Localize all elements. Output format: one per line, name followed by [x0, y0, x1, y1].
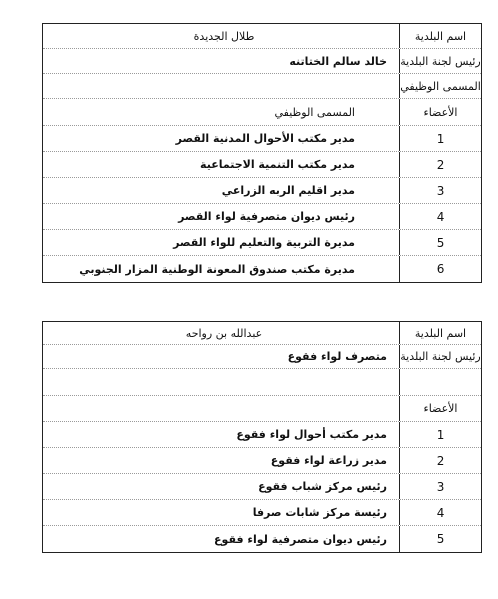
- chair-label: رئيس لجنة البلدية: [399, 345, 481, 368]
- municipality-label: اسم البلدية: [399, 322, 481, 344]
- member-row: [43, 422, 481, 448]
- members-label: الأعضاء: [399, 99, 481, 125]
- member-row: [43, 474, 481, 500]
- member-row: [43, 526, 481, 552]
- member-number: 5: [399, 526, 481, 552]
- member-title: مدير مكتب أحوال لواء فقوع: [236, 428, 387, 441]
- empty-label: [399, 369, 481, 395]
- member-title: مديرة مكتب صندوق المعونة الوطنية المزار الجنوبي: [79, 262, 355, 276]
- chair-value: خالد سالم الختاتنه: [289, 54, 387, 68]
- members-header: المسمى الوظيفي: [274, 105, 355, 119]
- members-header-row: [43, 99, 481, 126]
- member-number: 4: [399, 500, 481, 525]
- member-row: [43, 204, 481, 230]
- member-row: [43, 448, 481, 474]
- member-title: رئيس ديوان متصرفية لواء القصر: [178, 210, 355, 223]
- member-number: 4: [399, 204, 481, 229]
- municipality-row: [43, 24, 481, 49]
- member-title: مدير زراعة لواء فقوع: [270, 454, 387, 467]
- member-title: مدير مكتب التنمية الاجتماعية: [200, 158, 355, 171]
- member-row: [43, 178, 481, 204]
- members-header: [43, 396, 399, 421]
- job-title-label: المسمى الوظيفي: [399, 74, 481, 98]
- member-row: [43, 500, 481, 526]
- member-title: مديرة التربية والتعليم للواء القصر: [173, 236, 355, 249]
- member-row: [43, 152, 481, 178]
- municipality-value: طلال الجديدة: [193, 29, 255, 43]
- municipality-table-2: [42, 321, 482, 553]
- municipality-label: اسم البلدية: [399, 24, 481, 48]
- members-header-row: [43, 396, 481, 422]
- municipality-value: عبدالله بن رواحه: [185, 326, 263, 340]
- chair-label: رئيس لجنة البلدية: [399, 49, 481, 73]
- member-title: رئيس مركز شباب فقوع: [258, 480, 387, 493]
- empty-row: [43, 369, 481, 396]
- member-number: 3: [399, 474, 481, 499]
- municipality-table-1: [42, 23, 482, 283]
- job-title-value: [43, 74, 399, 98]
- chair-value: متصرف لواء فقوع: [287, 350, 387, 363]
- member-row: [43, 256, 481, 282]
- member-number: 1: [399, 126, 481, 151]
- member-number: 1: [399, 422, 481, 447]
- member-title: مدير اقليم الربه الزراعي: [221, 184, 355, 197]
- chair-row: [43, 345, 481, 369]
- member-number: 2: [399, 448, 481, 473]
- members-label: الأعضاء: [399, 396, 481, 421]
- member-row: [43, 126, 481, 152]
- member-number: 2: [399, 152, 481, 177]
- member-number: 6: [399, 256, 481, 282]
- municipality-row: [43, 322, 481, 345]
- member-title: رئيسة مركز شابات صرفا: [252, 506, 387, 519]
- member-row: [43, 230, 481, 256]
- chair-row: [43, 49, 481, 74]
- member-number: 5: [399, 230, 481, 255]
- member-title: رئيس ديوان متصرفية لواء فقوع: [214, 532, 387, 546]
- member-title: مدير مكتب الأحوال المدنية القصر: [175, 132, 355, 145]
- job-title-row: [43, 74, 481, 99]
- empty-value: [43, 369, 399, 395]
- member-number: 3: [399, 178, 481, 203]
